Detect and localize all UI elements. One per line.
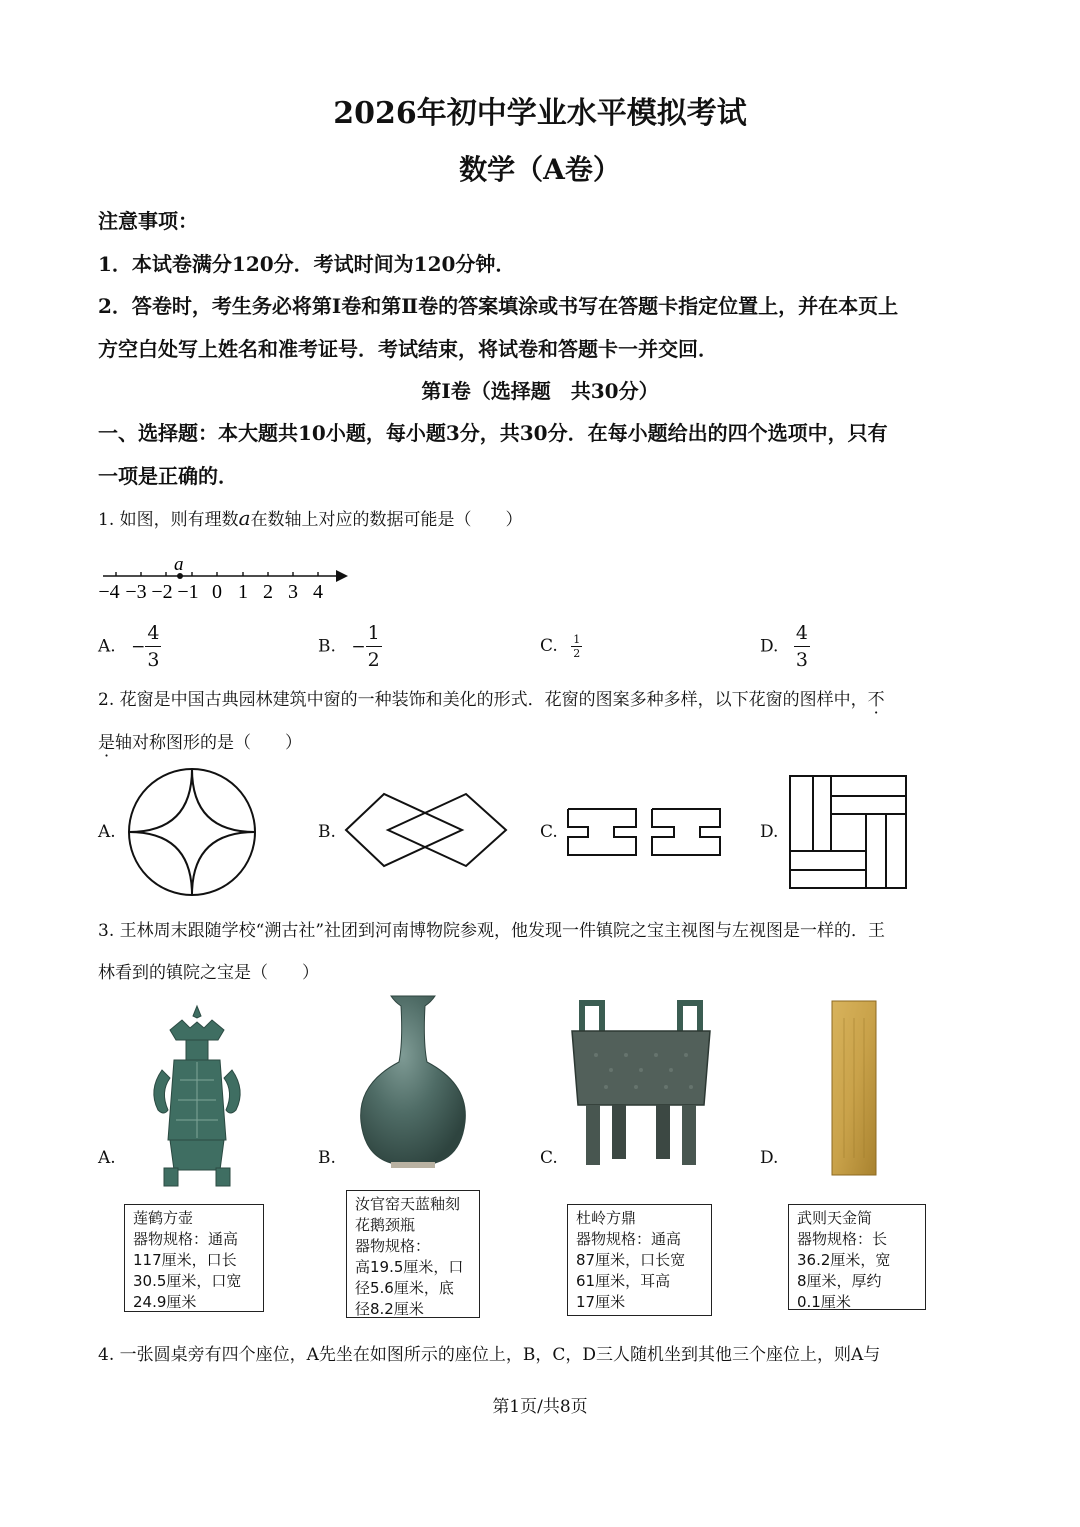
tick-label: 2 bbox=[263, 581, 273, 603]
exam-title: 2026年初中学业水平模拟考试 bbox=[333, 96, 747, 131]
number-line-point-label: a bbox=[174, 554, 184, 575]
wu-zetian-gold-slip-image bbox=[828, 998, 880, 1178]
q1-option-c[interactable]: C. $\frac{1}{2}$ bbox=[540, 633, 581, 660]
q1-option-b[interactable]: B. − $\frac{1}{2}$ bbox=[318, 622, 380, 671]
q3-option-a-label[interactable]: A. bbox=[98, 1148, 116, 1168]
q2-figure-c-pattern bbox=[564, 805, 724, 860]
tick-label: 3 bbox=[288, 581, 298, 603]
q3-option-d-label[interactable]: D. bbox=[760, 1148, 779, 1168]
section-instruction-line-2: 一项是正确的． bbox=[98, 464, 238, 488]
question-3-stem-line-1: 3. 王林周末跟随学校“溯古社”社团到河南博物院参观，他发现一件镇院之宝主视图与左视图是一样的．王 bbox=[98, 921, 886, 941]
question-4-stem-line-1: 4. 一张圆桌旁有四个座位，A先坐在如图所示的座位上，B，C，D三人随机坐到其他三个座位上，则A与 bbox=[98, 1345, 881, 1365]
q2-option-c-label[interactable]: C. bbox=[540, 822, 558, 842]
q2-option-d-label[interactable]: D. bbox=[760, 822, 779, 842]
section-heading: 第Ⅰ卷（选择题 共30分） bbox=[421, 379, 659, 403]
q2-figure-d-square-pattern bbox=[786, 772, 910, 892]
page-number: 第1页/共8页 bbox=[492, 1397, 588, 1417]
q2-option-b-label[interactable]: B. bbox=[318, 822, 336, 842]
notice-item-2-line-1: 2．答卷时，考生务必将第Ⅰ卷和第Ⅱ卷的答案填涂或书写在答题卡指定位置上，并在本页上 bbox=[98, 294, 899, 318]
q3-caption-c: 杜岭方鼎 器物规格：通高 87厘米，口长宽 61厘米，耳高 17厘米 bbox=[567, 1204, 712, 1316]
tick-label: 0 bbox=[212, 581, 222, 603]
q1-option-a[interactable]: A. − $\frac{4}{3}$ bbox=[98, 622, 160, 671]
number-line bbox=[98, 550, 358, 608]
question-2-stem-line-1: 2. 花窗是中国古典园林建筑中窗的一种装饰和美化的形式．花窗的图案多种多样，以下花窗的图样中，不 bbox=[98, 690, 885, 710]
question-2-stem-line-2: 是轴对称图形的是（ ） bbox=[98, 733, 302, 753]
q1-option-d[interactable]: D. $\frac{4}{3}$ bbox=[760, 622, 808, 671]
q3-caption-a: 莲鹤方壶 器物规格：通高 117厘米，口长 30.5厘米，口宽 24.9厘米 bbox=[124, 1204, 264, 1312]
notice-heading: 注意事项： bbox=[98, 209, 198, 233]
duling-square-ding-image bbox=[566, 995, 716, 1175]
tick-label: 1 bbox=[238, 581, 248, 603]
notice-item-2-line-2: 方空白处写上姓名和准考证号．考试结束，将试卷和答题卡一并交回． bbox=[98, 337, 718, 361]
tick-label: −3 bbox=[125, 581, 147, 603]
tick-label: −1 bbox=[177, 581, 199, 603]
q3-option-c-label[interactable]: C. bbox=[540, 1148, 558, 1168]
question-3-stem-line-2: 林看到的镇院之宝是（ ） bbox=[98, 963, 319, 983]
tick-label: 4 bbox=[313, 581, 323, 603]
section-instruction-line-1: 一、选择题：本大题共10小题，每小题3分，共30分．在每小题给出的四个选项中，只有 bbox=[98, 421, 888, 445]
exam-subtitle: 数学（A卷） bbox=[459, 153, 621, 186]
q3-caption-b: 汝官窑天蓝釉刻 花鹅颈瓶 器物规格： 高19.5厘米，口 径5.6厘米，底 径8.2厘米 bbox=[346, 1190, 480, 1318]
notice-item-1: 1．本试卷满分120分．考试时间为120分钟． bbox=[98, 252, 516, 276]
q3-caption-d: 武则天金简 器物规格：长 36.2厘米，宽 8厘米，厚约 0.1厘米 bbox=[788, 1204, 926, 1310]
celadon-vase-image bbox=[345, 992, 480, 1177]
q2-figure-b-diamonds bbox=[342, 790, 512, 870]
tick-label: −2 bbox=[151, 581, 173, 603]
tick-label: −4 bbox=[98, 581, 120, 603]
q3-option-b-label[interactable]: B. bbox=[318, 1148, 336, 1168]
question-1-stem: 1. 如图，则有理数a在数轴上对应的数据可能是（ ） bbox=[98, 506, 523, 530]
lotus-crane-square-pot-image bbox=[140, 1000, 255, 1195]
q2-figure-a-circle-star bbox=[122, 765, 262, 900]
q2-option-a-label[interactable]: A. bbox=[98, 822, 116, 842]
